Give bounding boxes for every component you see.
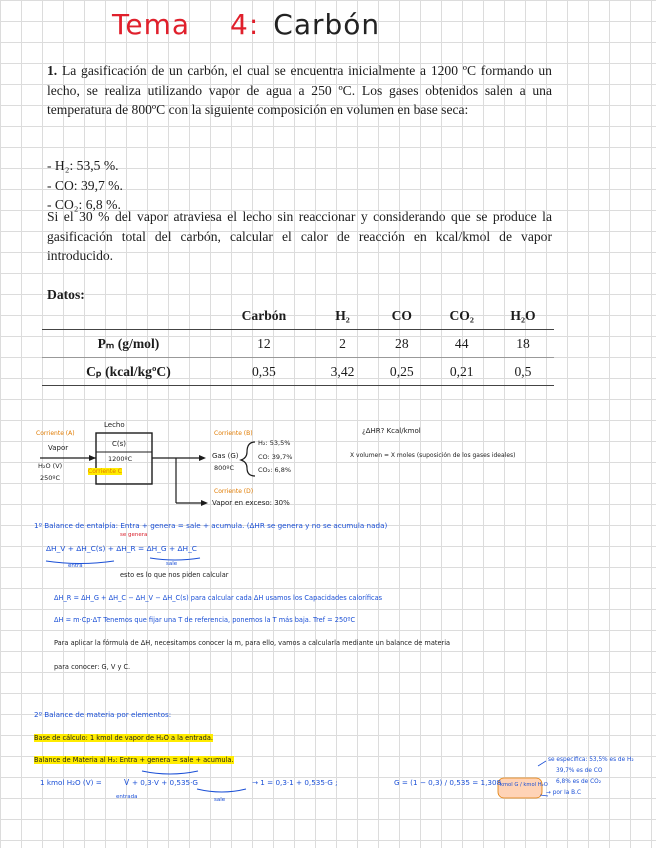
table-header: H₂O (492, 302, 554, 330)
note-line-9-text: Base de cálculo: 1 kmol de vapor de H₂O a la entrada. (34, 734, 214, 742)
note-line-5: ΔH = m·Cp·ΔT Tenemos que fijar una T de referencia, ponemos la T más baja. Tref = 250ºC (54, 616, 356, 624)
diagram-label-corriente-d: Corriente (D) (214, 488, 254, 495)
note-label-sale-2: sale (214, 797, 226, 803)
table-cell: 12 (215, 330, 313, 358)
table-header: CO (372, 302, 431, 330)
table-cell: 28 (372, 330, 431, 358)
composition-co2: - CO₂: 6,8 %. (47, 197, 121, 212)
note-line-1: 1º Balance de entalpía: Entra + genera = sale + acumula. (ΔHR se genera y no se acumula nada) (34, 521, 388, 530)
note-line-11-c: + 0,3·V + 0,535·G (132, 778, 198, 787)
datos-label: Datos: (47, 287, 85, 302)
note-line-11-e: G = (1 − 0,3) / 0,535 = 1,308 (394, 778, 502, 787)
diagram-label-co2-pct: CO₂: 6,8% (258, 466, 292, 474)
table-cell: Pₘ (g/mol) (42, 330, 215, 358)
note-line-11-g: → por la B.C (546, 790, 582, 796)
table-header: Carbón (215, 302, 313, 330)
diagram-label-gas-g: Gas (G) (212, 452, 239, 460)
diagram-label-co-pct: CO: 39,7% (258, 453, 293, 461)
diagram-label-cs: C(s) (112, 440, 126, 448)
note-line-7: para conocer: G, V y C. (54, 663, 131, 671)
diagram-label-corriente-b: Corriente (B) (214, 430, 253, 437)
note-line-2: ΔH_V + ΔH_C(s) + ΔH_R = ΔH_G + ΔH_C (46, 544, 197, 553)
note-line-6: Para aplicar la fórmula de ΔH, necesitamos conocer la m, para ello, vamos a calcularla mediante un balance de materia (54, 639, 451, 647)
diagram-note-ideal-gases: X volumen = X moles (suposición de los gases ideales) (350, 452, 516, 459)
diagram-label-t800: 800ºC (214, 464, 235, 472)
side-note-1: se especifica: 53,5% es de H₂ (548, 757, 634, 763)
diagram-label-corriente-a: Corriente (A) (36, 430, 75, 437)
note-line-11-a: 1 kmol H₂O (V) = (40, 778, 102, 787)
table-cell: 2 (313, 330, 372, 358)
diagram-label-t1200: 1200ºC (108, 455, 133, 463)
diagram-label-vapor-exceso: Vapor en exceso: 30% (212, 499, 290, 507)
table-cell: 0,35 (215, 358, 313, 386)
table-header: CO₂ (431, 302, 492, 330)
table-cell: 3,42 (313, 358, 372, 386)
side-note-3: 6,8% es de CO₂ (556, 779, 602, 785)
title-word-2: 4: (230, 8, 260, 41)
diagram-label-t250: 250ºC (40, 474, 61, 482)
title-word-3: Carbón (273, 8, 381, 41)
diagram-label-h2o-v: H₂O (V) (38, 462, 63, 470)
title-word-1: Tema (112, 8, 191, 41)
diagram-label-vapor: Vapor (48, 444, 69, 452)
table-cell: 0,25 (372, 358, 431, 386)
table-cell: Cₚ (kcal/kgºC) (42, 358, 215, 386)
note-line-11-b: V (124, 778, 130, 787)
note-label-sale: sale (166, 561, 178, 567)
table-cell: 0,5 (492, 358, 554, 386)
note-line-3: esto es lo que nos piden calcular (120, 571, 229, 579)
note-label-se-genera: se genera (120, 532, 148, 538)
table-cell: 0,21 (431, 358, 492, 386)
diagram-label-h2-pct: H₂: 53,5% (258, 439, 291, 447)
note-label-entra: entra (68, 563, 83, 569)
note-line-11-d: → 1 = 0,3·1 + 0,535·G ; (252, 778, 338, 787)
table-cell: 18 (492, 330, 554, 358)
problem-text-1: La gasificación de un carbón, el cual se encuentra inicialmente a 1200 ºC formando un lecho, se realiza utilizando vapor de agua a 250 ºC. Los gases obtenidos salen a una temperatura de 800ºC con la siguiente composición en volumen en base seca: (47, 63, 552, 117)
note-label-entrada: entrada (116, 794, 138, 800)
table-cell: 44 (431, 330, 492, 358)
note-line-11-f: kmol G / kmol H₂O (500, 782, 548, 788)
composition-co: - CO: 39,7 %. (47, 177, 123, 193)
table-header: H₂ (313, 302, 372, 330)
note-line-9 (34, 734, 213, 742)
composition-h2: - H₂: 53,5 %. (47, 158, 119, 173)
diagram-label-corriente-c: Corriente C (88, 468, 122, 475)
problem-number: 1. (47, 63, 58, 78)
note-line-10 (34, 756, 234, 764)
note-line-8: 2º Balance de materia por elementos: (34, 710, 172, 719)
side-note-2: 39,7% es de CO (556, 768, 603, 774)
diagram-label-lecho: Lecho (104, 421, 125, 429)
diagram-question: ¿ΔHR? Kcal/kmol (362, 427, 421, 435)
problem-paragraph-2: Si el 30 % del vapor atraviesa el lecho sin reaccionar y considerando que se produce la gasificación total del carbón, calcular el calor de reacción en kcal/kmol de vapor introducido. (47, 209, 552, 263)
note-line-10-text: Balance de Materia al H₂: Entra + genera = sale + acumula. (34, 756, 234, 764)
note-line-4: ΔH_R = ΔH_G + ΔH_C − ΔH_V − ΔH_C(s) para calcular cada ΔH usamos los Capacidades caloríficas (54, 594, 383, 602)
